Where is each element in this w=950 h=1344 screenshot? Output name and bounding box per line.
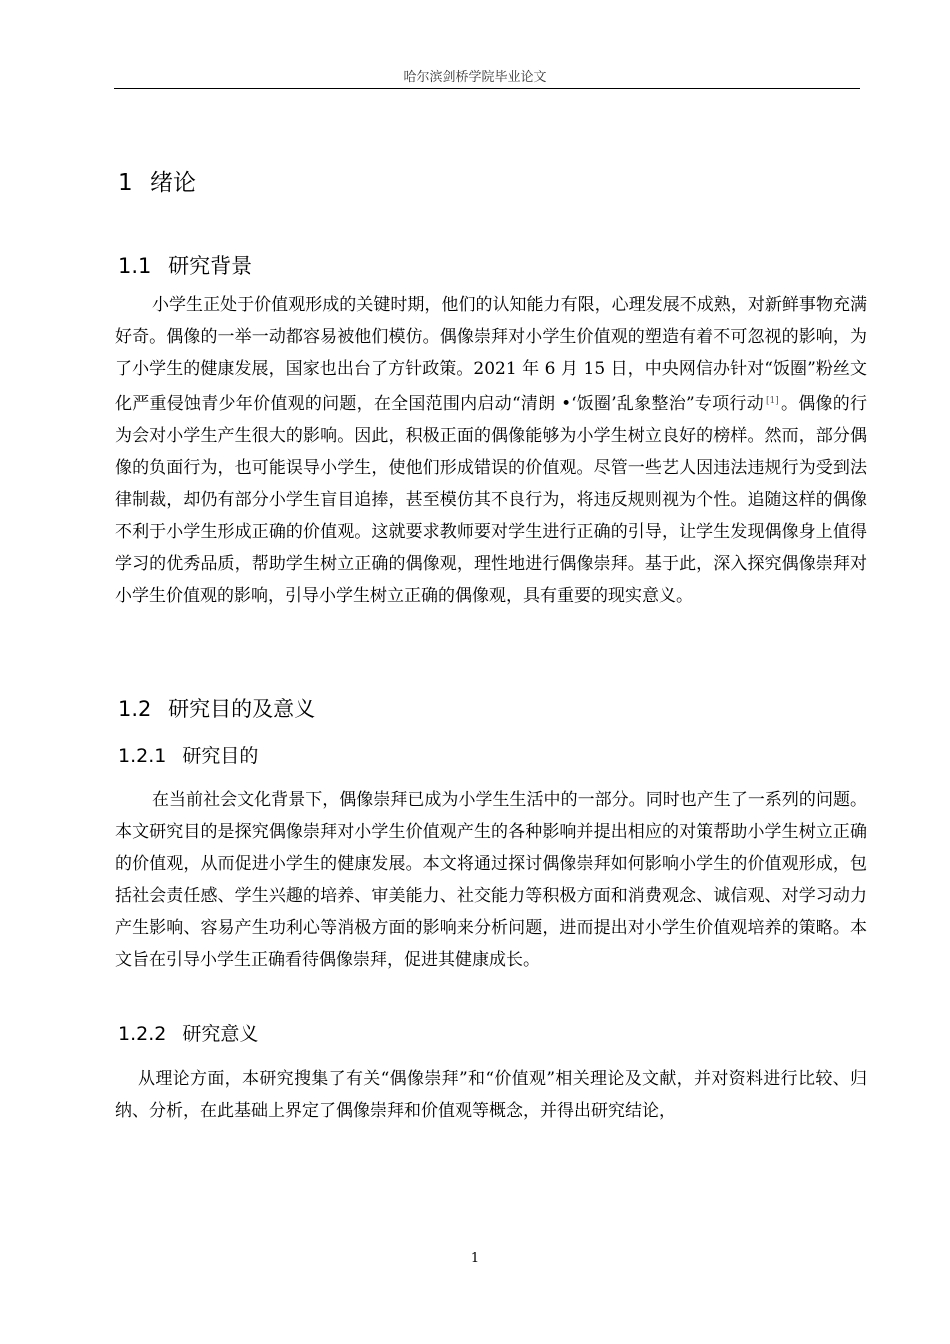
section-title: 研究目的及意义 — [168, 697, 316, 721]
section-heading-1-1 — [118, 250, 252, 280]
subsection-title: 研究目的 — [182, 745, 259, 767]
background-text-part2: 。偶像的行为会对小学生产生很大的影响。因此，积极正面的偶像能够为小学生树立良好的榜样。然而，部分偶像的负面行为，也可能误导小学生，使他们形成错误的价值观。尽管一些艺人因违法违规行为受到法律制裁，却仍有部分小学生盲目追捧，甚至模仿其不良行为，将违反规则视为个性。追随这样的偶像不利于小学生形成正确的价值观。这就要求教师要对学生进行正确的引导，让学生发现偶像身上值得学习的优秀品质，帮助学生树立正确的偶像观，理性地进行偶像崇拜。基于此，深入探究偶像崇拜对小学生价值观的影响，引导小学生树立正确的偶像观，具有重要的现实意义。 — [115, 394, 867, 606]
subsection-heading-1-2-1 — [118, 741, 258, 768]
running-header: 哈尔滨剑桥学院毕业论文 — [403, 70, 547, 85]
section-number: 1.1 — [118, 254, 152, 278]
subsection-number: 1.2.1 — [118, 745, 167, 767]
subsection-number: 1.2.2 — [118, 1023, 167, 1045]
page-number: 1 — [470, 1251, 480, 1266]
background-paragraph — [115, 289, 867, 612]
chapter-number: 1 — [118, 170, 133, 196]
purpose-paragraph: 在当前社会文化背景下，偶像崇拜已成为小学生生活中的一部分。同时也产生了一系列的问题。本文研究目的是探究偶像崇拜对小学生价值观产生的各种影响并提出相应的对策帮助小学生树立正确的价值观，从而促进小学生的健康发展。本文将通过探讨偶像崇拜如何影响小学生的价值观形成，包括社会责任感、学生兴趣的培养、审美能力、社交能力等积极方面和消费观念、诚信观、对学习动力产生影响、容易产生功利心等消极方面的影响来分析问题，进而提出对小学生价值观培养的策略。本文旨在引导小学生正确看待偶像崇拜，促进其健康成长。 — [115, 790, 867, 970]
section-heading-1-2 — [118, 693, 315, 723]
significance-paragraph: 从理论方面，本研究搜集了有关“偶像崇拜”和“价值观”相关理论及文献，并对资料进行比较、归纳、分析，在此基础上界定了偶像崇拜和价值观等概念，并得出研究结论， — [115, 1069, 867, 1121]
chapter-title: 绪论 — [149, 170, 196, 196]
header-divider — [114, 88, 860, 89]
subsection-title: 研究意义 — [182, 1023, 259, 1045]
background-text-part1: 小学生正处于价值观形成的关键时期，他们的认知能力有限，心理发展不成熟，对新鲜事物充满好奇。偶像的一举一动都容易被他们模仿。偶像崇拜对小学生价值观的塑造有着不可忽视的影响，为了小学生的健康发展，国家也出台了方针政策。2021 年 6 月 15 日，中央网信办针对“饭圈”粉丝文化严重侵蚀青少年价值观的问题，在全国范围内启动“清朗 •‘饭圈’乱象整治”专项行动 — [115, 295, 867, 414]
subsection-heading-1-2-2 — [118, 1019, 258, 1046]
section-number: 1.2 — [118, 697, 152, 721]
citation-marker[interactable]: [1] — [765, 396, 779, 406]
chapter-heading — [118, 164, 196, 197]
section-title: 研究背景 — [168, 254, 253, 278]
